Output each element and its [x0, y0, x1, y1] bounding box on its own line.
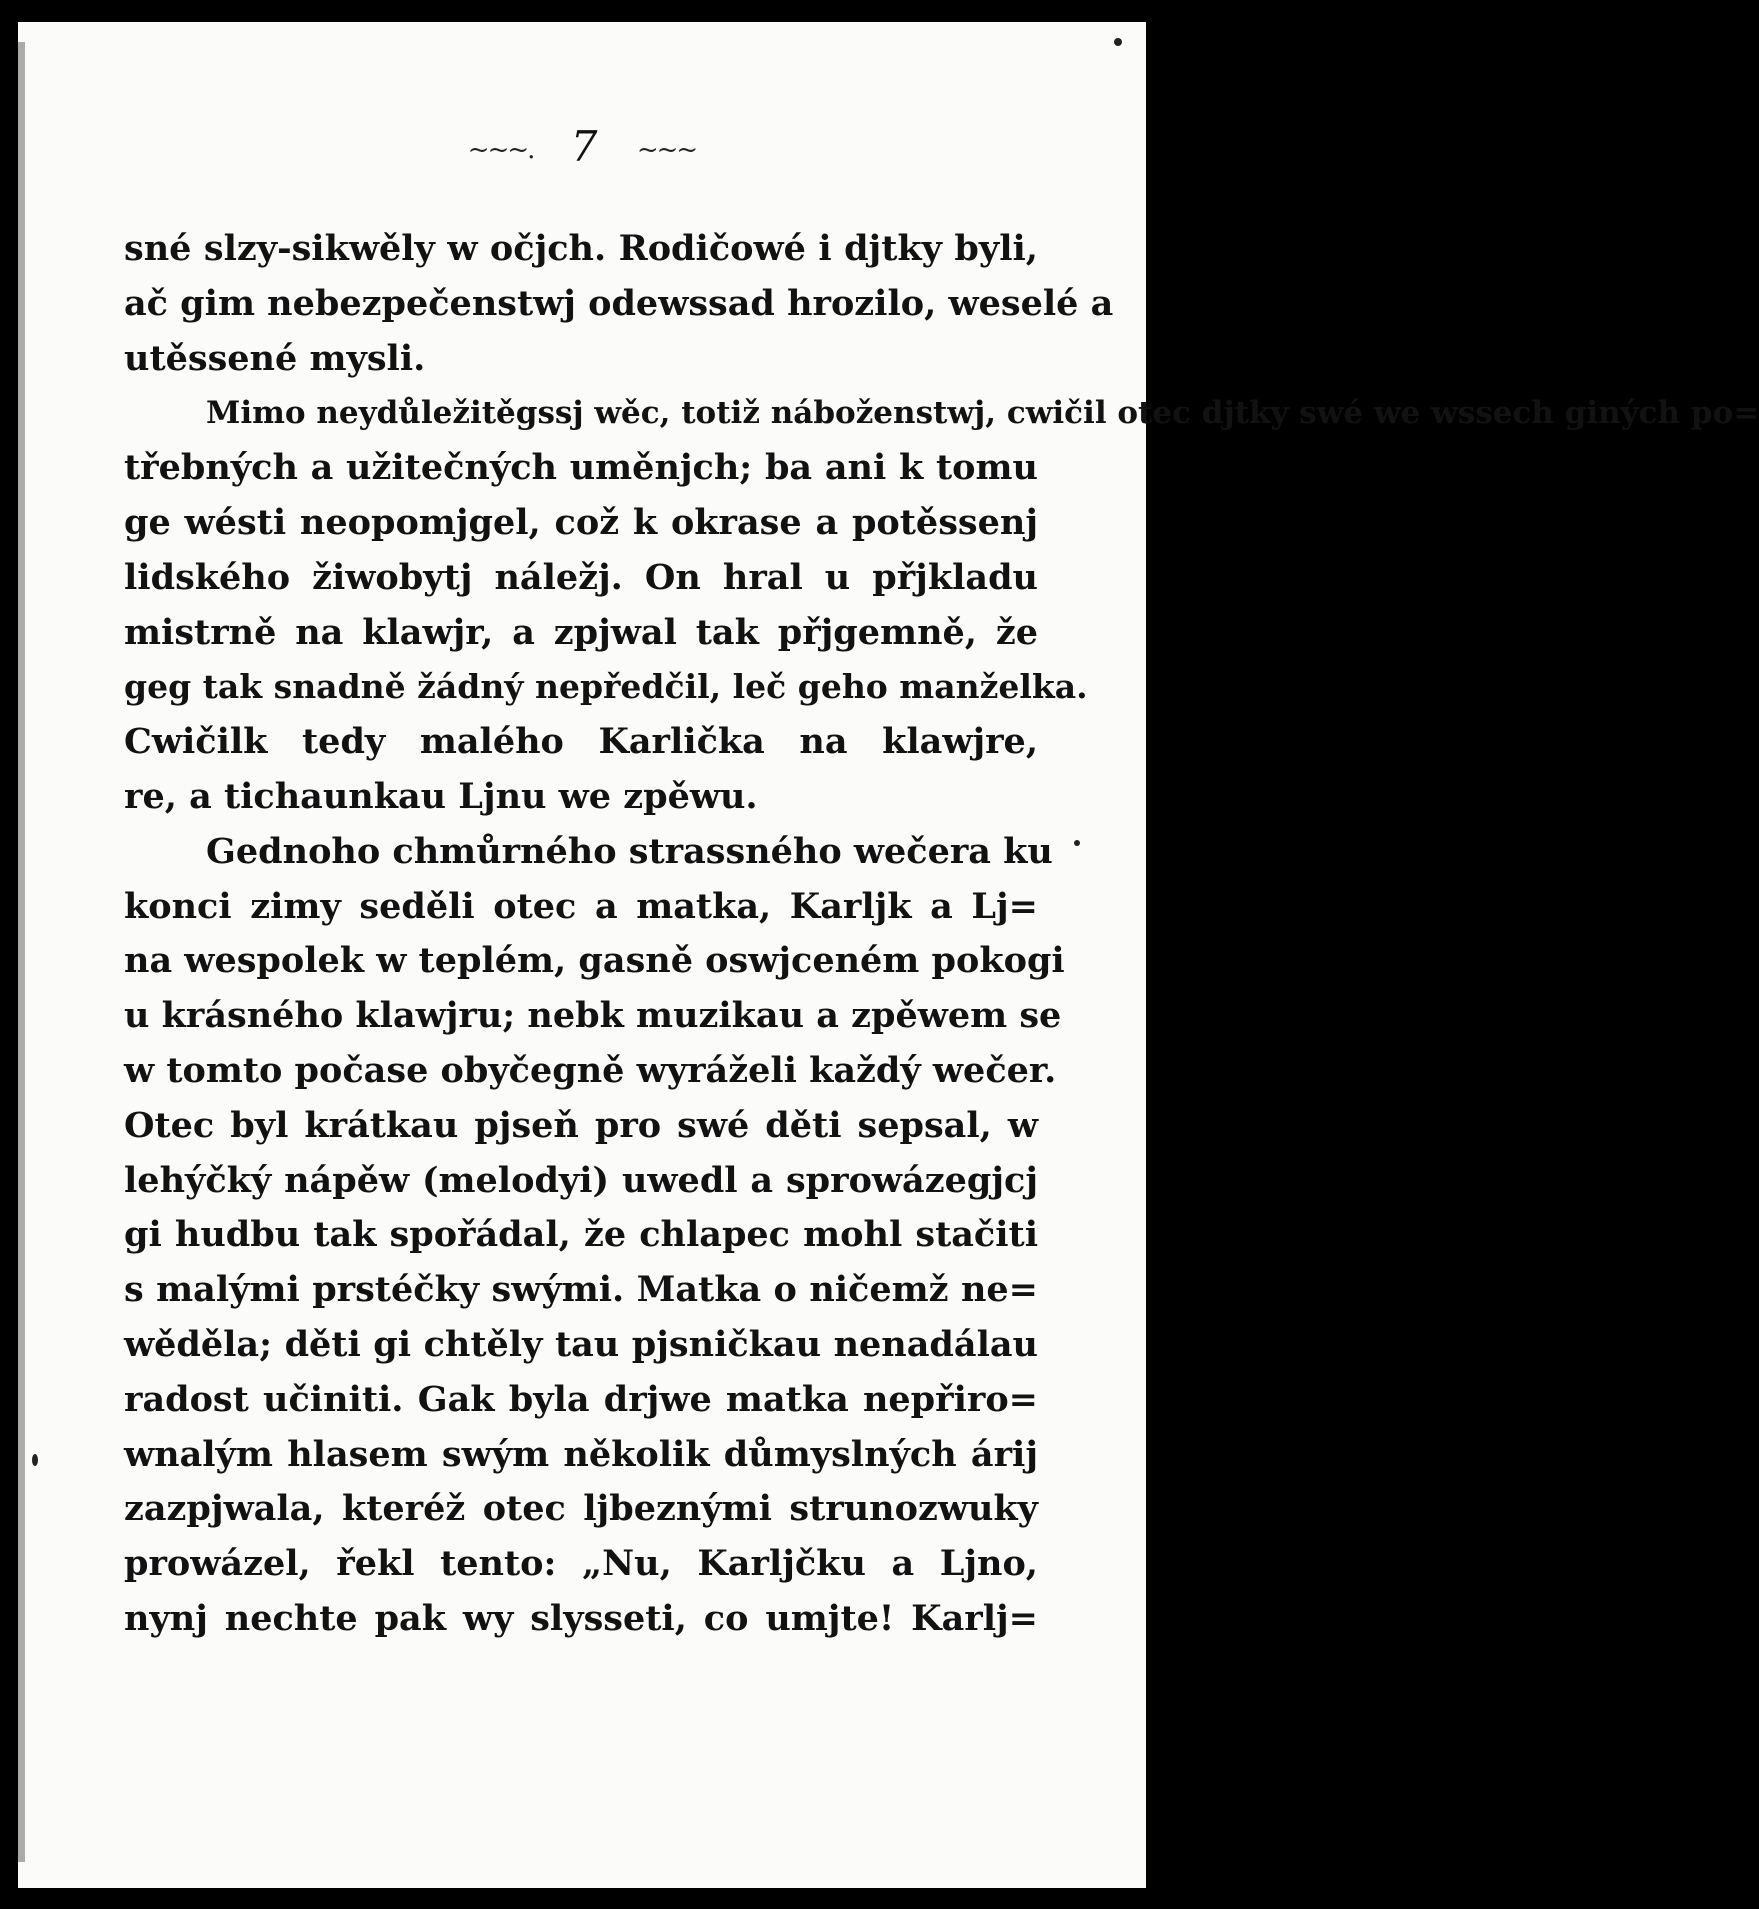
- text-line: u krásného klawjru; nebk muzikau a zpěwem se: [124, 995, 1062, 1037]
- body-text: [124, 222, 1759, 1647]
- text-line: sné slzy-sikwěly w očjch. Rodičowé i djtky byli,: [124, 228, 1038, 269]
- text-line: ač gim nebezpečenstwj odewssad hrozilo, weselé a: [124, 282, 1114, 324]
- text-line: s malými prstéčky swými. Matka o ničemž ne=: [124, 1269, 1038, 1311]
- ink-speck: [1114, 38, 1122, 46]
- text-line: ge wésti neopomjgel, což k okrase a potěssenj: [124, 501, 1038, 543]
- text-line: radost učiniti. Gak byla drjwe matka nepřiro=: [124, 1378, 1038, 1420]
- book-page: [18, 22, 1759, 1888]
- ink-speck: [32, 1454, 38, 1466]
- text-line: geg tak snadně žádný nepředčil, leč geho manželka.: [124, 667, 1088, 707]
- text-line: Cwičilk tedy malého Karlička na klawjre,: [124, 721, 1038, 763]
- text-line: konci zimy seděli otec a matka, Karljk a Lj=: [124, 885, 1038, 927]
- header-ornament-left: ~~~.: [467, 135, 534, 165]
- text-line: wěděla; děti gi chtěly tau pjsničkau nenadálau: [124, 1323, 1038, 1365]
- text-line: třebných a užitečných uměnjch; ba ani k tomu: [124, 447, 1038, 489]
- page-number: 7: [570, 122, 600, 171]
- text-line: re, a tichaunkau Ljnu we zpěwu.: [124, 775, 758, 817]
- page-edge-shadow: [18, 42, 25, 1862]
- text-line: Gednoho chmůrného strassného wečera ku: [206, 830, 1053, 872]
- text-line: zazpjwala, kteréž otec ljbeznými strunozwuky: [124, 1488, 1038, 1530]
- text-line: utěssené mysli.: [124, 337, 426, 379]
- text-line: Mimo neydůležitěgssj wěc, totiž náboženstwj, cwičil otec djtky swé we wssech giných po=: [206, 395, 1759, 432]
- header-ornament-right: ~~~: [636, 135, 697, 165]
- text-line: nynj nechte pak wy slysseti, co umjte! Karlj=: [124, 1597, 1038, 1639]
- text-line: mistrně na klawjr, a zpjwal tak přjgemně, že: [124, 611, 1038, 653]
- text-line: wnalým hlasem swým několik důmyslných árij: [124, 1433, 1038, 1475]
- text-line: na wespolek w teplém, gasně oswjceném pokogi: [124, 940, 1065, 982]
- ink-speck: [1074, 840, 1080, 846]
- text-line: w tomto počase obyčegně wyráželi každý wečer.: [124, 1049, 1057, 1091]
- text-line: lidského žiwobytj náležj. On hral u přjkladu: [124, 556, 1038, 598]
- text-line: lehýčký nápěw (melodyi) uwedl a sprowázegjcj: [124, 1159, 1038, 1201]
- text-line: Otec byl krátkau pjseň pro swé děti sepsal, w: [124, 1104, 1038, 1146]
- text-line: prowázel, řekl tento: „Nu, Karljčku a Ljno,: [124, 1543, 1038, 1585]
- text-line: gi hudbu tak spořádal, že chlapec mohl stačiti: [124, 1214, 1038, 1256]
- page-header: [18, 122, 1146, 171]
